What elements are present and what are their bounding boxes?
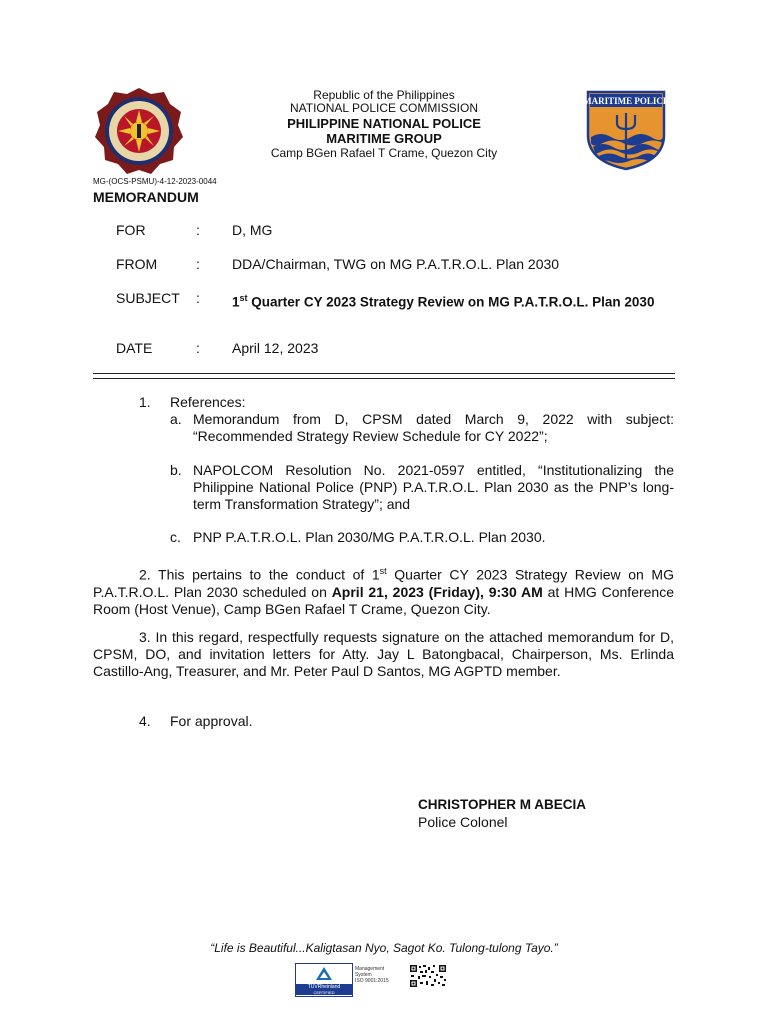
iso-cert-text: Management System ISO 9001:2015 — [355, 966, 389, 984]
for-colon: : — [196, 222, 200, 238]
item4-number: 4. — [139, 713, 151, 729]
paragraph-2: 2. This pertains to the conduct of 1st Quarter CY 2023 Strategy Review on MG P.A.T.R.O.L. Plan 2030 scheduled on April 21, 2023 (Friday), 9:30 AM at HMG Conference Room (Host Venue), Camp BGen Rafael T Crame, Quezon City. — [93, 566, 675, 617]
subject-value: 1st Quarter CY 2023 Strategy Review on MG P.A.T.R.O.L. Plan 2030 — [232, 293, 655, 310]
qr-code — [409, 964, 447, 988]
ref-a-text: Memorandum from D, CPSM dated March 9, 2022 with subject: “Recommended Strategy Review Schedule for CY 2022”; — [193, 411, 674, 444]
header-republic: Republic of the Philippines — [313, 88, 455, 102]
date-value: April 12, 2023 — [232, 340, 319, 356]
ref-c-label: c. — [170, 529, 181, 545]
control-number: MG-(OCS-PSMU)-4-12-2023-0044 — [93, 177, 217, 186]
for-value: D, MG — [232, 222, 273, 238]
footer-motto: “Life is Beautiful...Kaligtasan Nyo, Sagot Ko. Tulong-tulong Tayo.” — [210, 941, 558, 955]
memo-title: MEMORANDUM — [93, 189, 199, 205]
signatory-rank: Police Colonel — [418, 814, 508, 830]
subject-label: SUBJECT — [116, 290, 180, 306]
header-maritime-group: MARITIME GROUP — [326, 131, 442, 146]
ref-b-label: b. — [170, 462, 182, 478]
subject-colon: : — [196, 290, 200, 306]
ref-b-text: NAPOLCOM Resolution No. 2021-0597 entitled, “Institutionalizing the Philippine National Police (PNP) P.A.T.R.O.L. Plan 2030 as the PNP’s long-term Transformation Strategy”; and — [193, 462, 674, 512]
header-divider-thick — [93, 373, 675, 374]
tuv-certified: CERTIFIED — [296, 990, 352, 995]
date-label: DATE — [116, 340, 153, 356]
tuv-brand: TÜVRheinland — [296, 984, 352, 990]
badge-text: MARITIME POLICE — [585, 96, 667, 106]
item1-number: 1. — [139, 394, 151, 410]
header-napolcom: NATIONAL POLICE COMMISSION — [289, 101, 479, 115]
item1-text: References: — [170, 394, 246, 410]
ref-a-label: a. — [170, 411, 182, 427]
ref-c-text: PNP P.A.T.R.O.L. Plan 2030/MG P.A.T.R.O.L. Plan 2030. — [193, 529, 546, 545]
date-colon: : — [196, 340, 200, 356]
for-label: FOR — [116, 222, 146, 238]
tuv-certification-logo — [295, 963, 353, 997]
from-colon: : — [196, 256, 200, 272]
signatory-name: CHRISTOPHER M ABECIA — [418, 797, 587, 812]
paragraph-3: 3. In this regard, respectfully requests signature on the attached memorandum for D, CPSM, DO, and invitation letters for Atty. Jay L Batongbacal, Chairperson, Ms. Erlinda Castillo-Ang, Treasurer, and Mr. Peter Paul D Santos, MG AGPTD member. — [93, 629, 674, 679]
from-label: FROM — [116, 256, 158, 272]
header-pnp: PHILIPPINE NATIONAL POLICE — [287, 116, 481, 131]
from-value: DDA/Chairman, TWG on MG P.A.T.R.O.L. Plan 2030 — [232, 256, 560, 272]
item4-text: For approval. — [170, 713, 253, 729]
header-divider-thin — [93, 378, 675, 379]
header-address: Camp BGen Rafael T Crame, Quezon City — [270, 146, 498, 160]
